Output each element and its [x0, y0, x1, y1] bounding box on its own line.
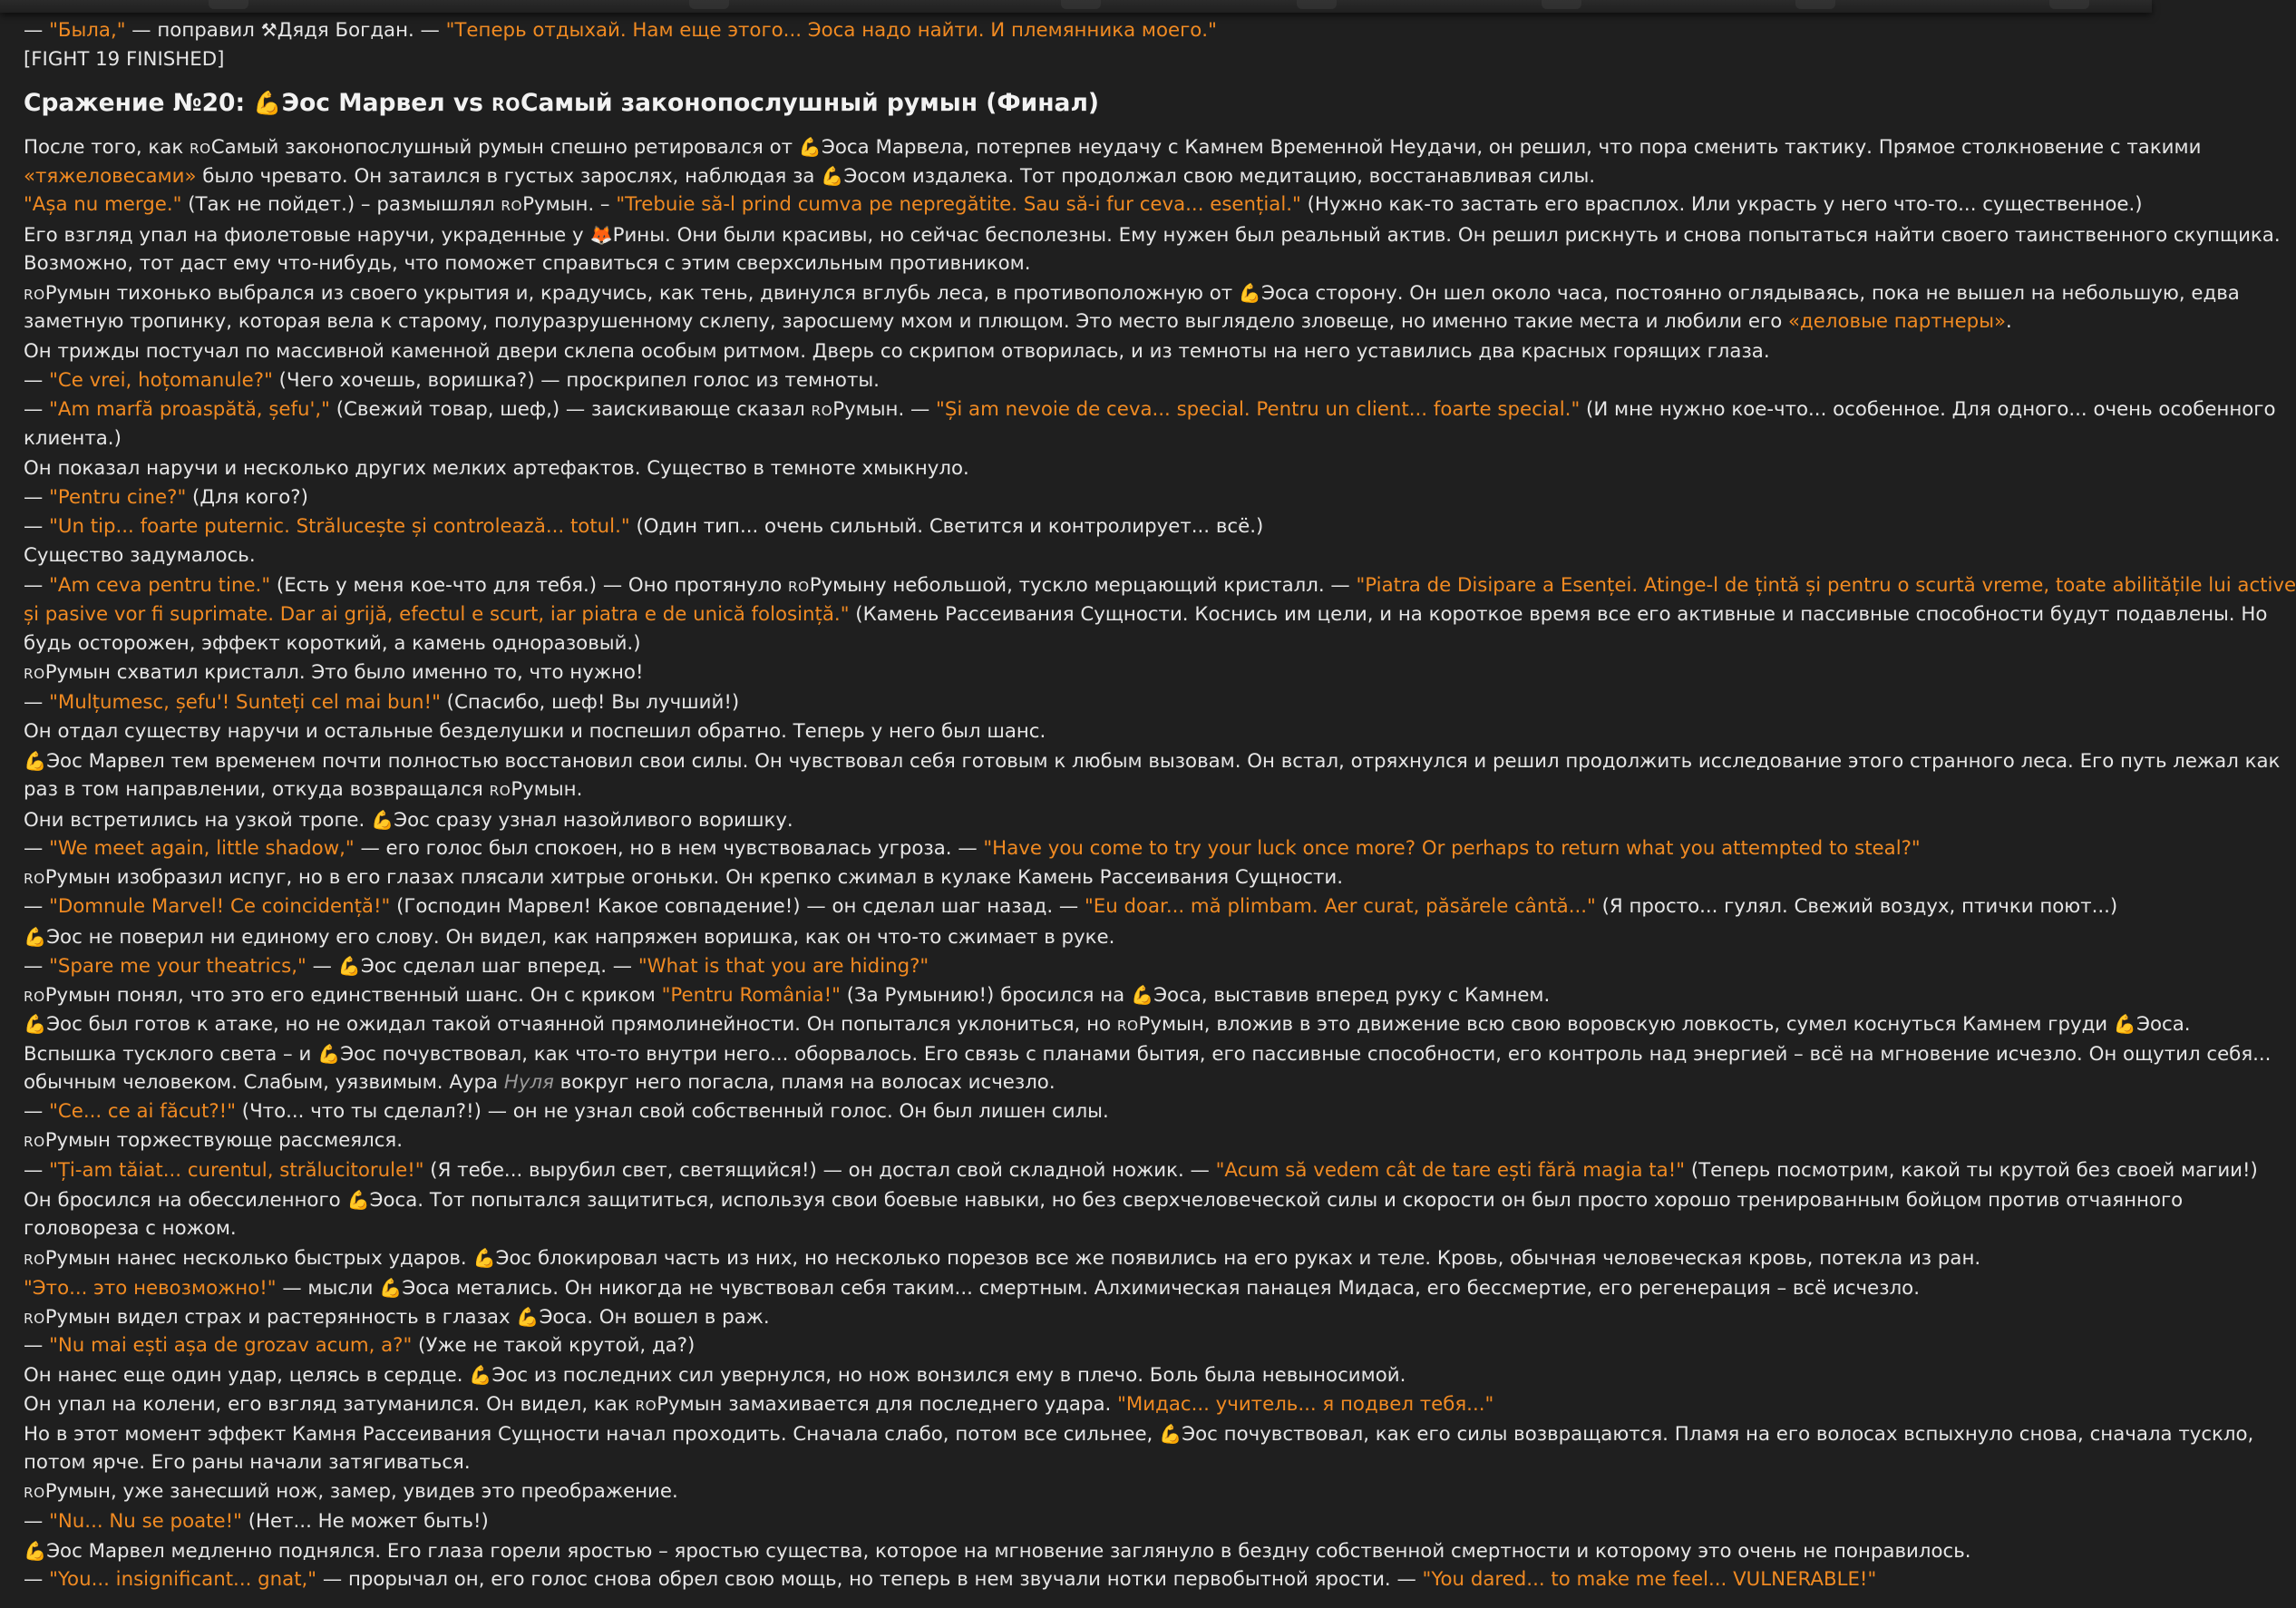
quote-text: "Spare me your theatrics," — [49, 955, 306, 978]
message-line — [24, 366, 2136, 395]
message-line — [24, 1243, 2136, 1272]
muscle-icon: 💪 — [371, 809, 394, 831]
message-line — [24, 278, 2136, 307]
message-line — [24, 1477, 2136, 1506]
quote-text: «деловые партнеры» — [1788, 310, 2006, 333]
message-line — [24, 337, 2136, 366]
message-line — [24, 1536, 2136, 1565]
narration-text: Румын, вложив в это движение всю свою воровскую ловкость, сумел коснуться Камнем груди — [1139, 1013, 2114, 1036]
quote-text: "We meet again, little shadow," — [49, 837, 355, 860]
ro-tag: RO — [24, 1252, 45, 1268]
muscle-icon: 💪 — [469, 1364, 491, 1386]
toolbar-button[interactable] — [1061, 0, 1101, 9]
ro-tag: RO — [24, 666, 45, 682]
toolbar-button[interactable] — [689, 0, 729, 9]
narration-text: Эоса сторону. Он шел около часа, постоянно оглядываясь, пока не вышел на небольшую, едва — [1261, 282, 2240, 305]
message-line — [24, 1214, 2136, 1243]
muscle-icon: 💪 — [1239, 282, 1261, 304]
narration-text: Он отдал существу наручи и остальные безделушки и поспешил обратно. Теперь у него был шанс. — [24, 720, 1046, 743]
narration-text: (Что... что ты сделал?!) — он не узнал свой собственный голос. Он был лишен силы. — [236, 1100, 1109, 1123]
narration-text: Эос Марвел тем временем почти полностью восстановил свои силы. Он чувствовал себя готовым к любым вызовам. Он встал, отряхнулся и решил продолжить исследование этого странного леса. Его путь лежал как — [46, 750, 2280, 773]
narration-text: После того, как — [24, 136, 190, 159]
muscle-icon: 💪 — [379, 1277, 402, 1299]
quote-text: "Мидас... учитель... я подвел тебя..." — [1117, 1393, 1493, 1416]
quote-text: "Am marfă proaspătă, șefu'," — [49, 398, 330, 421]
narration-text: — — [24, 1159, 49, 1182]
narration-text: Румын схватил кристалл. Это было именно то, что нужно! — [45, 661, 644, 684]
quote-text: "Это... это невозможно!" — [24, 1277, 277, 1300]
narration-text: Эоса Марвела, потерпев неудачу с Камнем Временной Неудачи, он решил, что пора сменить тактику. Прямое столкновение с такими — [822, 136, 2201, 159]
ro-tag: RO — [24, 871, 45, 887]
muscle-icon: 💪 — [2114, 1013, 2136, 1035]
narration-text: Румын торжествующе рассмеялся. — [45, 1129, 403, 1152]
message-line — [24, 161, 2136, 190]
toolbar-button[interactable] — [2049, 0, 2089, 9]
ro-tag: RO — [190, 141, 211, 157]
muscle-icon: 💪 — [24, 1013, 46, 1035]
narration-text: — — [24, 515, 49, 538]
narration-text: Но в этот момент эффект Камня Рассеивания Сущности начал проходить. Сначала слабо, потом все сильнее, — [24, 1423, 1159, 1446]
quote-text: "You... insignificant... gnat," — [49, 1568, 316, 1591]
quote-text: "Pentru cine?" — [49, 486, 186, 509]
narration-text: Он показал наручи и несколько других мелких артефактов. Существо в темноте хмыкнуло. — [24, 457, 969, 480]
message-line — [24, 1273, 2136, 1302]
narration-text: (Один тип... очень сильный. Светится и контролирует... всё.) — [630, 515, 1264, 538]
message-line — [24, 307, 2136, 336]
narration-text: — — [306, 955, 338, 978]
narration-text: — — [24, 895, 49, 918]
narration-text: (Нужно как-то застать его врасплох. Или украсть у него что-то... существенное.) — [1301, 193, 2143, 216]
narration-text: Его взгляд упал на фиолетовые наручи, украденные у — [24, 224, 589, 247]
message-line — [24, 512, 2136, 541]
quote-text: "Domnule Marvel! Ce coincidență!" — [49, 895, 390, 918]
narration-text: — поправил — [126, 19, 261, 42]
message-line — [24, 1097, 2136, 1126]
narration-text: — мысли — [277, 1277, 380, 1300]
narration-text: (Для кого?) — [186, 486, 308, 509]
narration-text: — — [24, 398, 49, 421]
quote-text: "Теперь отдыхай. Нам еще этого... Эоса надо найти. И племянника моего." — [446, 19, 1217, 42]
muscle-icon: 💪 — [24, 1540, 46, 1562]
narration-text: Эос не поверил ни единому его слову. Он видел, как напряжен воришка, как он что-то сжимает в руке. — [46, 926, 1114, 949]
narration-text: (Теперь посмотрим, какой ты крутой без своей магии!) — [1685, 1159, 2258, 1182]
narration-text: обычным человеком. Слабым, уязвимым. Аура — [24, 1071, 504, 1094]
message-line — [24, 892, 2136, 921]
ro-tag: RO — [811, 403, 832, 419]
narration-text: (Я тебе... вырубил свет, светящийся!) — он достал свой складной ножик. — — [424, 1159, 1216, 1182]
ro-tag: RO — [24, 1311, 45, 1327]
narration-text: Эоса, выставив вперед руку с Камнем. — [1153, 984, 1550, 1007]
narration-text: Румын. — [511, 778, 582, 801]
message-line — [24, 395, 2136, 424]
quote-text: "Была," — [49, 19, 125, 42]
message-line — [24, 775, 2136, 804]
message-line — [24, 190, 2136, 219]
narration-text: Эоса. — [2136, 1013, 2190, 1036]
narration-text: будь осторожен, эффект короткий, а камень одноразовый.) — [24, 632, 641, 655]
muscle-icon: 💪 — [799, 136, 822, 158]
narration-text: раз в том направлении, откуда возвращался — [24, 778, 490, 801]
top-toolbar — [0, 0, 2152, 13]
quote-text: și pasive vor fi suprimate. Dar ai grijă, efectul e scurt, iar piatra e de unică folosință." — [24, 603, 850, 626]
message-line — [24, 1390, 2136, 1419]
narration-text: (Я просто... гулял. Свежий воздух, птички поют...) — [1596, 895, 2117, 918]
quote-text: "Nu... Nu se poate!" — [49, 1510, 242, 1533]
message-line — [24, 1419, 2136, 1448]
message-line — [24, 688, 2136, 717]
message-line — [24, 717, 2136, 746]
message-line — [24, 922, 2136, 951]
narration-text: — — [24, 955, 49, 978]
tools-icon: ⚒ — [261, 19, 277, 41]
quote-text: "Eu doar... mă plimbam. Aer curat, păsărele cântă..." — [1085, 895, 1596, 918]
narration-text: Возможно, тот даст ему что-нибудь, что поможет справиться с этим сверхсильным противником. — [24, 252, 1031, 275]
message-line — [24, 951, 2136, 980]
narration-text: . — [2006, 310, 2012, 333]
message-line — [24, 1360, 2136, 1389]
quote-text: "Acum să vedem cât de tare ești fără magia ta!" — [1216, 1159, 1685, 1182]
narration-text: Румын замахивается для последнего удара. — [657, 1393, 1117, 1416]
narration-text: — — [24, 1100, 49, 1123]
narration-text: (Уже не такой крутой, да?) — [412, 1334, 695, 1357]
narration-text: — — [24, 837, 49, 860]
toolbar-button[interactable] — [1297, 0, 1337, 9]
narration-text: Румын тихонько выбрался из своего укрытия и, крадучись, как тень, двинулся вглубь леса, в противоположную от — [45, 282, 1239, 305]
muscle-icon: 💪 — [516, 1306, 539, 1328]
narration-text: Он трижды постучал по массивной каменной двери склепа особым ритмом. Дверь со скрипом отворилась, и из темноты на него уставились два красных горящих глаза. — [24, 340, 1770, 363]
quote-text: "Nu mai ești așa de grozav acum, a?" — [49, 1334, 412, 1357]
ro-tag: RO — [490, 783, 511, 799]
muscle-icon: 💪 — [253, 90, 281, 116]
muscle-icon: 💪 — [317, 1043, 340, 1065]
narration-text: Румын понял, что это его единственный шанс. Он с криком — [45, 984, 662, 1007]
ro-tag: RO — [24, 989, 45, 1005]
narration-text: Самый законопослушный румын спешно ретировался от — [211, 136, 799, 159]
narration-text: Существо задумалось. — [24, 544, 256, 567]
narration-text: Он нанес еще один удар, целясь в сердце. — [24, 1364, 469, 1387]
quote-text: "You dared... to make me feel... VULNERABLE!" — [1423, 1568, 1877, 1591]
narration-text: Румын видел страх и растерянность в глазах — [45, 1306, 517, 1329]
quote-text: "Have you come to try your luck once more? Or perhaps to return what you attempted to steal?" — [983, 837, 1920, 860]
narration-text: Эос сделал шаг вперед. — — [361, 955, 638, 978]
message-line — [24, 483, 2136, 512]
narration-text: — — [24, 369, 49, 392]
narration-text: [FIGHT 19 FINISHED] — [24, 48, 224, 71]
message-line — [24, 1302, 2136, 1331]
message-line — [24, 834, 2136, 863]
narration-text: — — [24, 1510, 49, 1533]
narration-text: Эос Марвел медленно поднялся. Его глаза горели яростью – яростью существа, которое на мгновение заглянуло в бездну собственной смертности и которому это очень не понравилось. — [46, 1540, 1970, 1563]
narration-text: Эоса. Тот попытался защититься, используя свои боевые навыки, но без сверхчеловеческой силы и скорости он был просто хорошо тренированным бойцом против отчаянного — [370, 1189, 2184, 1212]
message-line — [24, 454, 2136, 483]
fight-heading — [24, 74, 2136, 132]
narration-text: головореза с ножом. — [24, 1217, 237, 1240]
quote-text: "Și am nevoie de ceva... special. Pentru un client... foarte special." — [936, 398, 1580, 421]
quote-text: "Mulțumesc, șefu'! Sunteți cel mai bun!" — [49, 691, 441, 714]
quote-text: "Trebuie să-l prind cumva pe nepregătite. Sau să-i fur ceva... esențial." — [616, 193, 1301, 216]
message-line — [24, 658, 2136, 687]
narration-text: (Нет... Не может быть!) — [242, 1510, 489, 1533]
toolbar-button[interactable] — [1795, 0, 1835, 9]
narration-text: (Так не пойдет.) – размышлял — [181, 193, 501, 216]
ro-tag: RO — [491, 95, 520, 115]
quote-text: "Un tip... foarte puternic. Strălucește și controlează... totul." — [49, 515, 630, 538]
message-line — [24, 1507, 2136, 1536]
message-line — [24, 571, 2136, 600]
message-line — [24, 980, 2136, 1009]
message-line — [24, 45, 2136, 74]
narration-text: (Господин Марвел! Какое совпадение!) — он сделал шаг назад. — — [390, 895, 1085, 918]
narration-text: Дядя Богдан. — — [277, 19, 446, 42]
narration-text: — — [24, 574, 49, 597]
ro-tag: RO — [24, 287, 45, 303]
ro-tag: RO — [501, 198, 522, 214]
message-line — [24, 424, 2136, 453]
message-line — [24, 249, 2136, 278]
narration-text: Эос из последних сил увернулся, но нож вонзился ему в плечо. Боль была невыносимой. — [491, 1364, 1406, 1387]
message-line — [24, 1009, 2136, 1038]
muscle-icon: 💪 — [1131, 984, 1153, 1006]
narration-text: было чревато. Он затаился в густых зарослях, наблюдая за — [197, 165, 822, 188]
narration-text: Румын нанес несколько быстрых ударов. — [45, 1247, 473, 1270]
italic-term: Нуля — [504, 1071, 554, 1094]
narration-text: Эос почувствовал, как его силы возвращаются. Пламя на его волосах вспыхнуло снова, сначала тускло, — [1182, 1423, 2253, 1446]
quote-text: "Așa nu merge." — [24, 193, 181, 216]
narration-text: Он упал на колени, его взгляд затуманился. Он видел, как — [24, 1393, 635, 1416]
narration-text: (Камень Рассеивания Сущности. Коснись им цели, и на короткое время все его активные и пассивные способности будут подавлены. Но — [850, 603, 2268, 626]
narration-text: Эоса. Он вошел в раж. — [540, 1306, 770, 1329]
message-line — [24, 600, 2136, 629]
toolbar-button[interactable] — [1542, 0, 1581, 9]
muscle-icon: 💪 — [1159, 1423, 1182, 1445]
narration-text: вокруг него погасла, пламя на волосах исчезло. — [554, 1071, 1056, 1094]
message-line — [24, 629, 2136, 658]
quote-text: "Am ceva pentru tine." — [49, 574, 270, 597]
narration-text: (За Румынию!) бросился на — [841, 984, 1131, 1007]
fox-icon: 🦊 — [589, 224, 612, 246]
message-line — [24, 1448, 2136, 1477]
message-line — [24, 1185, 2136, 1214]
quote-text: "Ți-am tăiat... curentul, strălucitorule!" — [49, 1159, 423, 1182]
story-log — [24, 0, 2136, 1608]
ro-tag: RO — [788, 579, 810, 595]
message-line — [24, 15, 2136, 44]
heading-text: Эос Марвел vs — [282, 89, 491, 117]
ro-tag: RO — [24, 1485, 45, 1501]
narration-text: Эосом издалека. Тот продолжал свою медитацию, восстанавливая силы. — [843, 165, 1595, 188]
muscle-icon: 💪 — [24, 750, 46, 772]
message-line — [24, 1039, 2136, 1068]
muscle-icon: 💪 — [821, 165, 843, 187]
message-line — [24, 220, 2136, 249]
narration-text: — прорычал он, его голос снова обрел свою мощь, но теперь в нем звучали нотки первобытной ярости. — — [316, 1568, 1422, 1591]
quote-text: "Piatra de Disipare a Esenței. Atinge-l de țintă și pentru o scurtă vreme, toate abilitățile lui active — [1357, 574, 2296, 597]
heading-text: Самый законопослушный румын (Финал) — [520, 89, 1099, 117]
quote-text: "Ce... ce ai făcut?!" — [49, 1100, 236, 1123]
message-line — [24, 1156, 2136, 1185]
quote-text: "What is that you are hiding?" — [638, 955, 929, 978]
message-lines — [24, 0, 2136, 1594]
narration-text: Румыну небольшой, тускло мерцающий кристалл. — — [810, 574, 1357, 597]
narration-text: — — [24, 1334, 49, 1357]
narration-text: заметную тропинку, которая вела к старому, полуразрушенному склепу, заросшему мхом и плющом. Это место выглядело зловеще, но именно такие места и любили его — [24, 310, 1788, 333]
narration-text: Румын изобразил испуг, но в его глазах плясали хитрые огоньки. Он крепко сжимал в кулаке Камень Рассеивания Сущности. — [45, 866, 1343, 889]
message-line — [24, 1126, 2136, 1155]
heading-text: Сражение №20: — [24, 89, 253, 117]
message-line — [24, 863, 2136, 892]
narration-text: Румын. – — [522, 193, 616, 216]
narration-text: Эос был готов к атаке, но не ожидал такой отчаянной прямолинейности. Он попытался уклониться, но — [46, 1013, 1117, 1036]
narration-text: Он бросился на обессиленного — [24, 1189, 346, 1212]
narration-text: потом ярче. Его раны начали затягиваться. — [24, 1451, 471, 1474]
narration-text: Эос сразу узнал назойливого воришку. — [394, 809, 793, 832]
narration-text: (Свежий товар, шеф,) — заискивающе сказал — [330, 398, 812, 421]
narration-text: Эоса метались. Он никогда не чувствовал себя таким... смертным. Алхимическая панацея Мидаса, его бессмертие, его регенерация – всё исчезло. — [402, 1277, 1920, 1300]
narration-text: Рины. Они были красивы, но сейчас бесполезны. Ему нужен был реальный актив. Он решил рискнуть и снова попытаться найти своего таинственного скупщика. — [613, 224, 2281, 247]
narration-text: Эос почувствовал, как что-то внутри него... оборвалось. Его связь с планами бытия, его пассивные способности, его контроль над энергией – всё на мгновение исчезло. Он ощутил себя... — [340, 1043, 2271, 1066]
muscle-icon: 💪 — [24, 926, 46, 948]
narration-text: — — [24, 691, 49, 714]
quote-text: «тяжеловесами» — [24, 165, 197, 188]
narration-text: (Чего хочешь, воришка?) — проскрипел голос из темноты. — [273, 369, 880, 392]
narration-text: — — [24, 486, 49, 509]
ro-tag: RO — [635, 1398, 657, 1414]
narration-text: Румын. — — [832, 398, 936, 421]
narration-text: Эос блокировал часть из них, но несколько порезов все же появились на его руках и теле. Кровь, обычная человеческая кровь, потекла из ран. — [496, 1247, 1981, 1270]
toolbar-button[interactable] — [209, 0, 248, 9]
muscle-icon: 💪 — [472, 1247, 495, 1269]
message-line — [24, 1068, 2136, 1097]
narration-text: — его голос был спокоен, но в нем чувствовалась угроза. — — [355, 837, 984, 860]
message-line — [24, 805, 2136, 834]
narration-text: — — [24, 1568, 49, 1591]
narration-text: — — [24, 19, 49, 42]
message-line — [24, 746, 2136, 775]
ro-tag: RO — [24, 1134, 45, 1150]
narration-text: Вспышка тусклого света – и — [24, 1043, 317, 1066]
quote-text: "Pentru România!" — [662, 984, 841, 1007]
muscle-icon: 💪 — [338, 955, 361, 977]
quote-text: "Ce vrei, hoțomanule?" — [49, 369, 273, 392]
ro-tag: RO — [1117, 1018, 1139, 1034]
muscle-icon: 💪 — [346, 1189, 369, 1211]
narration-text: клиента.) — [24, 427, 122, 450]
message-line — [24, 1331, 2136, 1360]
message-line — [24, 132, 2136, 161]
narration-text: Они встретились на узкой тропе. — [24, 809, 371, 832]
message-line — [24, 1565, 2136, 1594]
narration-text: (Есть у меня кое-что для тебя.) — Оно протянуло — [270, 574, 788, 597]
narration-text: (И мне нужно кое-что... особенное. Для одного... очень особенного — [1580, 398, 2275, 421]
narration-text: Румын, уже занесший нож, замер, увидев это преображение. — [45, 1480, 678, 1503]
message-line — [24, 541, 2136, 570]
narration-text: (Спасибо, шеф! Вы лучший!) — [441, 691, 739, 714]
